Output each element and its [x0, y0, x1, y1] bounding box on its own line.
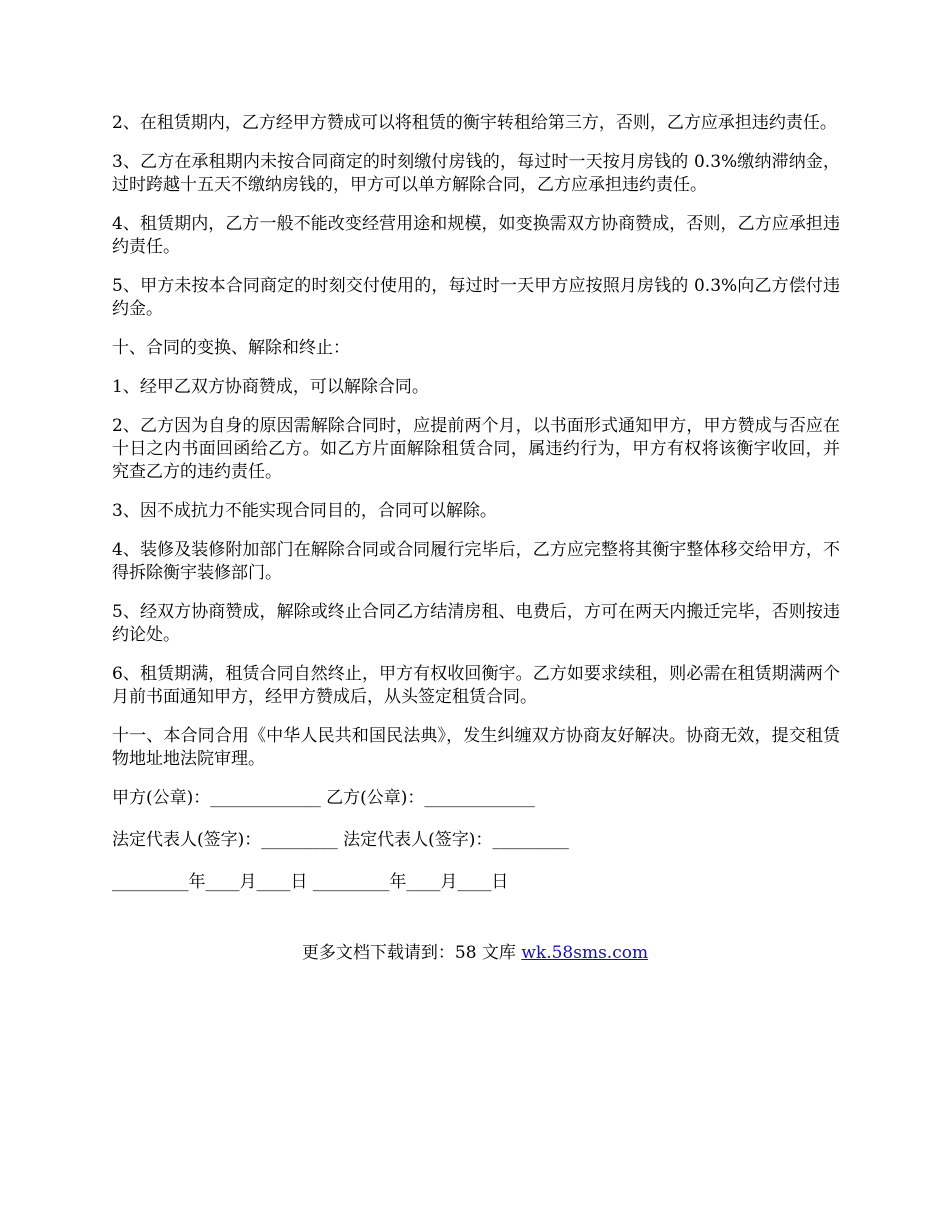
- clause-10-3: 3、因不成抗力不能实现合同目的，合同可以解除。: [112, 501, 497, 521]
- section-11-clause: 十一、本合同合用《中华人民共和国民法典》，发生纠缠双方协商友好解决。协商无效，提交租赁物地址地法院审理。: [112, 726, 840, 769]
- clause-9-5: 5、甲方未按本合同商定的时刻交付使用的，每过时一天甲方应按照月房钱的 0.3%向乙方偿付违约金。: [112, 276, 840, 319]
- download-footer: [0, 942, 950, 965]
- seal-signature-line: 甲方(公章)：_____________ 乙方(公章)：_____________: [112, 788, 535, 808]
- clause-9-3: 3、乙方在承租期内未按合同商定的时刻缴付房钱的，每过时一天按月房钱的 0.3%缴纳滞纳金，过时跨越十五天不缴纳房钱的，甲方可以单方解除合同，乙方应承担违约责任。: [112, 152, 840, 195]
- clause-10-5: 5、经双方协商赞成，解除或终止合同乙方结清房租、电费后，方可在两天内搬迁完毕，否则按违约论处。: [112, 602, 840, 645]
- clause-10-4: 4、装修及装修附加部门在解除合同或合同履行完毕后，乙方应完整将其衡宇整体移交给甲方，不得拆除衡宇装修部门。: [112, 540, 840, 583]
- date-line: _________年____月____日 _________年____月____日: [112, 872, 509, 892]
- clause-10-2: 2、乙方因为自身的原因需解除合同时，应提前两个月，以书面形式通知甲方，甲方赞成与否应在十日之内书面回函给乙方。如乙方片面解除租赁合同，属违约行为，甲方有权将该衡宇收回，并究查乙方的违约责任。: [112, 416, 840, 482]
- clause-9-2: 2、在租赁期内，乙方经甲方赞成可以将租赁的衡宇转租给第三方，否则，乙方应承担违约责任。: [112, 113, 837, 133]
- clause-9-4: 4、租赁期内，乙方一般不能改变经营用途和规模，如变换需双方协商赞成，否则，乙方应承担违约责任。: [112, 214, 840, 257]
- section-10-heading: 十、合同的变换、解除和终止：: [112, 338, 350, 358]
- footer-text: 更多文档下载请到：58 文库: [301, 943, 522, 963]
- representative-signature-line: 法定代表人(签字)：_________ 法定代表人(签字)：_________: [112, 830, 569, 850]
- document-body: [112, 112, 840, 913]
- clause-10-1: 1、经甲乙双方协商赞成，可以解除合同。: [112, 377, 429, 397]
- clause-10-6: 6、租赁期满，租赁合同自然终止，甲方有权收回衡宇。乙方如要求续租，则必需在租赁期满两个月前书面通知甲方，经甲方赞成后，从头签定租赁合同。: [112, 664, 840, 707]
- footer-link[interactable]: wk.58sms.com: [521, 943, 649, 963]
